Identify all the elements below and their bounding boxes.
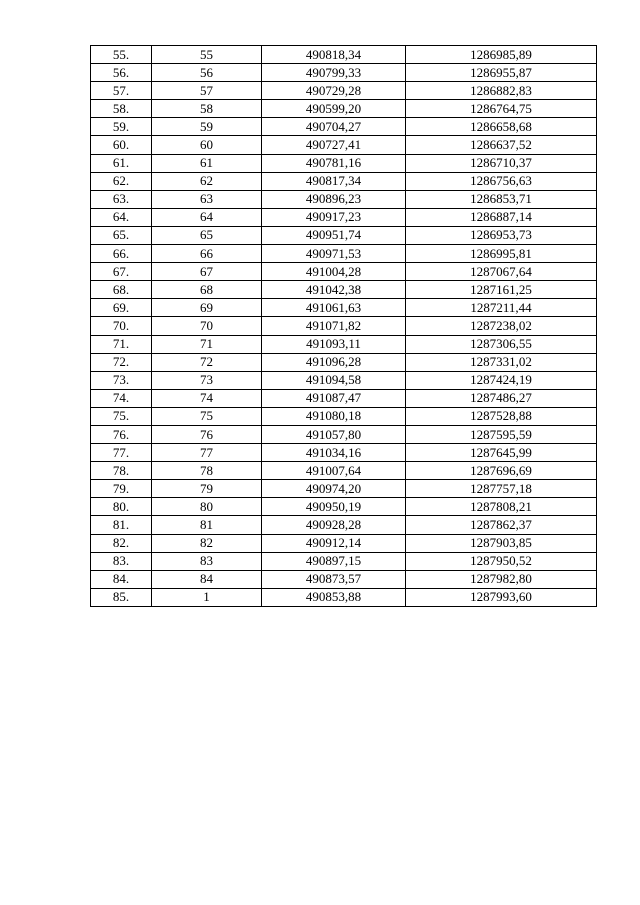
y-coordinate-cell: 1287862,37 [406,516,597,534]
table-row [91,245,597,263]
point-number-cell: 66 [152,245,262,263]
point-number-cell: 67 [152,263,262,281]
row-number-cell: 55. [91,46,152,64]
y-coordinate-cell: 1287331,02 [406,353,597,371]
table-row [91,299,597,317]
point-number-cell: 63 [152,190,262,208]
y-coordinate-cell: 1286882,83 [406,82,597,100]
x-coordinate-cell: 490897,15 [262,552,406,570]
x-coordinate-cell: 490974,20 [262,480,406,498]
point-number-cell: 73 [152,371,262,389]
point-number-cell: 57 [152,82,262,100]
point-number-cell: 60 [152,136,262,154]
row-number-cell: 70. [91,317,152,335]
x-coordinate-cell: 491042,38 [262,281,406,299]
point-number-cell: 55 [152,46,262,64]
row-number-cell: 58. [91,100,152,118]
y-coordinate-cell: 1287306,55 [406,335,597,353]
row-number-cell: 64. [91,208,152,226]
point-number-cell: 58 [152,100,262,118]
x-coordinate-cell: 490818,34 [262,46,406,64]
y-coordinate-cell: 1287161,25 [406,281,597,299]
x-coordinate-cell: 491096,28 [262,353,406,371]
row-number-cell: 80. [91,498,152,516]
table-row [91,208,597,226]
row-number-cell: 62. [91,172,152,190]
x-coordinate-cell: 491004,28 [262,263,406,281]
point-number-cell: 69 [152,299,262,317]
y-coordinate-cell: 1287238,02 [406,317,597,335]
x-coordinate-cell: 490599,20 [262,100,406,118]
x-coordinate-cell: 491057,80 [262,425,406,443]
y-coordinate-cell: 1286953,73 [406,226,597,244]
y-coordinate-cell: 1287696,69 [406,462,597,480]
x-coordinate-cell: 490950,19 [262,498,406,516]
table-row [91,263,597,281]
row-number-cell: 60. [91,136,152,154]
row-number-cell: 71. [91,335,152,353]
row-number-cell: 78. [91,462,152,480]
point-number-cell: 56 [152,64,262,82]
point-number-cell: 78 [152,462,262,480]
row-number-cell: 65. [91,226,152,244]
table-row [91,226,597,244]
table-row [91,425,597,443]
row-number-cell: 66. [91,245,152,263]
y-coordinate-cell: 1287211,44 [406,299,597,317]
point-number-cell: 82 [152,534,262,552]
row-number-cell: 79. [91,480,152,498]
x-coordinate-cell: 490729,28 [262,82,406,100]
y-coordinate-cell: 1287424,19 [406,371,597,389]
y-coordinate-cell: 1286710,37 [406,154,597,172]
point-number-cell: 75 [152,407,262,425]
point-number-cell: 70 [152,317,262,335]
row-number-cell: 83. [91,552,152,570]
table-row [91,46,597,64]
point-number-cell: 72 [152,353,262,371]
y-coordinate-cell: 1287757,18 [406,480,597,498]
table-row [91,371,597,389]
row-number-cell: 73. [91,371,152,389]
y-coordinate-cell: 1287808,21 [406,498,597,516]
point-number-cell: 1 [152,588,262,606]
coordinates-table [90,45,597,607]
y-coordinate-cell: 1286887,14 [406,208,597,226]
y-coordinate-cell: 1287067,64 [406,263,597,281]
x-coordinate-cell: 490727,41 [262,136,406,154]
point-number-cell: 61 [152,154,262,172]
table-row [91,389,597,407]
point-number-cell: 76 [152,425,262,443]
y-coordinate-cell: 1286995,81 [406,245,597,263]
y-coordinate-cell: 1287595,59 [406,425,597,443]
y-coordinate-cell: 1287903,85 [406,534,597,552]
row-number-cell: 56. [91,64,152,82]
point-number-cell: 59 [152,118,262,136]
point-number-cell: 64 [152,208,262,226]
x-coordinate-cell: 490853,88 [262,588,406,606]
x-coordinate-cell: 490873,57 [262,570,406,588]
table-row [91,100,597,118]
row-number-cell: 77. [91,444,152,462]
row-number-cell: 72. [91,353,152,371]
row-number-cell: 81. [91,516,152,534]
table-row [91,172,597,190]
x-coordinate-cell: 490799,33 [262,64,406,82]
y-coordinate-cell: 1287528,88 [406,407,597,425]
point-number-cell: 84 [152,570,262,588]
table-row [91,136,597,154]
y-coordinate-cell: 1287645,99 [406,444,597,462]
table-row [91,190,597,208]
y-coordinate-cell: 1286637,52 [406,136,597,154]
x-coordinate-cell: 490912,14 [262,534,406,552]
point-number-cell: 74 [152,389,262,407]
point-number-cell: 83 [152,552,262,570]
x-coordinate-cell: 490928,28 [262,516,406,534]
x-coordinate-cell: 491087,47 [262,389,406,407]
x-coordinate-cell: 491080,18 [262,407,406,425]
point-number-cell: 79 [152,480,262,498]
point-number-cell: 68 [152,281,262,299]
y-coordinate-cell: 1287950,52 [406,552,597,570]
table-row [91,444,597,462]
x-coordinate-cell: 490971,53 [262,245,406,263]
y-coordinate-cell: 1286853,71 [406,190,597,208]
row-number-cell: 59. [91,118,152,136]
x-coordinate-cell: 491034,16 [262,444,406,462]
point-number-cell: 62 [152,172,262,190]
x-coordinate-cell: 490917,23 [262,208,406,226]
row-number-cell: 63. [91,190,152,208]
y-coordinate-cell: 1286764,75 [406,100,597,118]
y-coordinate-cell: 1286955,87 [406,64,597,82]
row-number-cell: 74. [91,389,152,407]
x-coordinate-cell: 491093,11 [262,335,406,353]
point-number-cell: 71 [152,335,262,353]
x-coordinate-cell: 490951,74 [262,226,406,244]
point-number-cell: 81 [152,516,262,534]
y-coordinate-cell: 1286658,68 [406,118,597,136]
row-number-cell: 61. [91,154,152,172]
point-number-cell: 65 [152,226,262,244]
table-row [91,281,597,299]
point-number-cell: 80 [152,498,262,516]
x-coordinate-cell: 490817,34 [262,172,406,190]
y-coordinate-cell: 1286985,89 [406,46,597,64]
row-number-cell: 75. [91,407,152,425]
coordinates-table-body [91,46,597,607]
row-number-cell: 76. [91,425,152,443]
table-row [91,118,597,136]
x-coordinate-cell: 491061,63 [262,299,406,317]
point-number-cell: 77 [152,444,262,462]
row-number-cell: 69. [91,299,152,317]
row-number-cell: 68. [91,281,152,299]
y-coordinate-cell: 1287993,60 [406,588,597,606]
table-row [91,516,597,534]
x-coordinate-cell: 491007,64 [262,462,406,480]
table-row [91,317,597,335]
row-number-cell: 67. [91,263,152,281]
x-coordinate-cell: 491094,58 [262,371,406,389]
table-row [91,335,597,353]
y-coordinate-cell: 1286756,63 [406,172,597,190]
row-number-cell: 82. [91,534,152,552]
table-row [91,154,597,172]
row-number-cell: 57. [91,82,152,100]
table-row [91,82,597,100]
table-row [91,588,597,606]
table-row [91,534,597,552]
x-coordinate-cell: 490781,16 [262,154,406,172]
row-number-cell: 84. [91,570,152,588]
x-coordinate-cell: 490704,27 [262,118,406,136]
table-row [91,480,597,498]
table-row [91,462,597,480]
x-coordinate-cell: 490896,23 [262,190,406,208]
x-coordinate-cell: 491071,82 [262,317,406,335]
y-coordinate-cell: 1287486,27 [406,389,597,407]
row-number-cell: 85. [91,588,152,606]
table-row [91,64,597,82]
y-coordinate-cell: 1287982,80 [406,570,597,588]
table-row [91,570,597,588]
table-row [91,353,597,371]
table-row [91,552,597,570]
table-row [91,407,597,425]
table-row [91,498,597,516]
